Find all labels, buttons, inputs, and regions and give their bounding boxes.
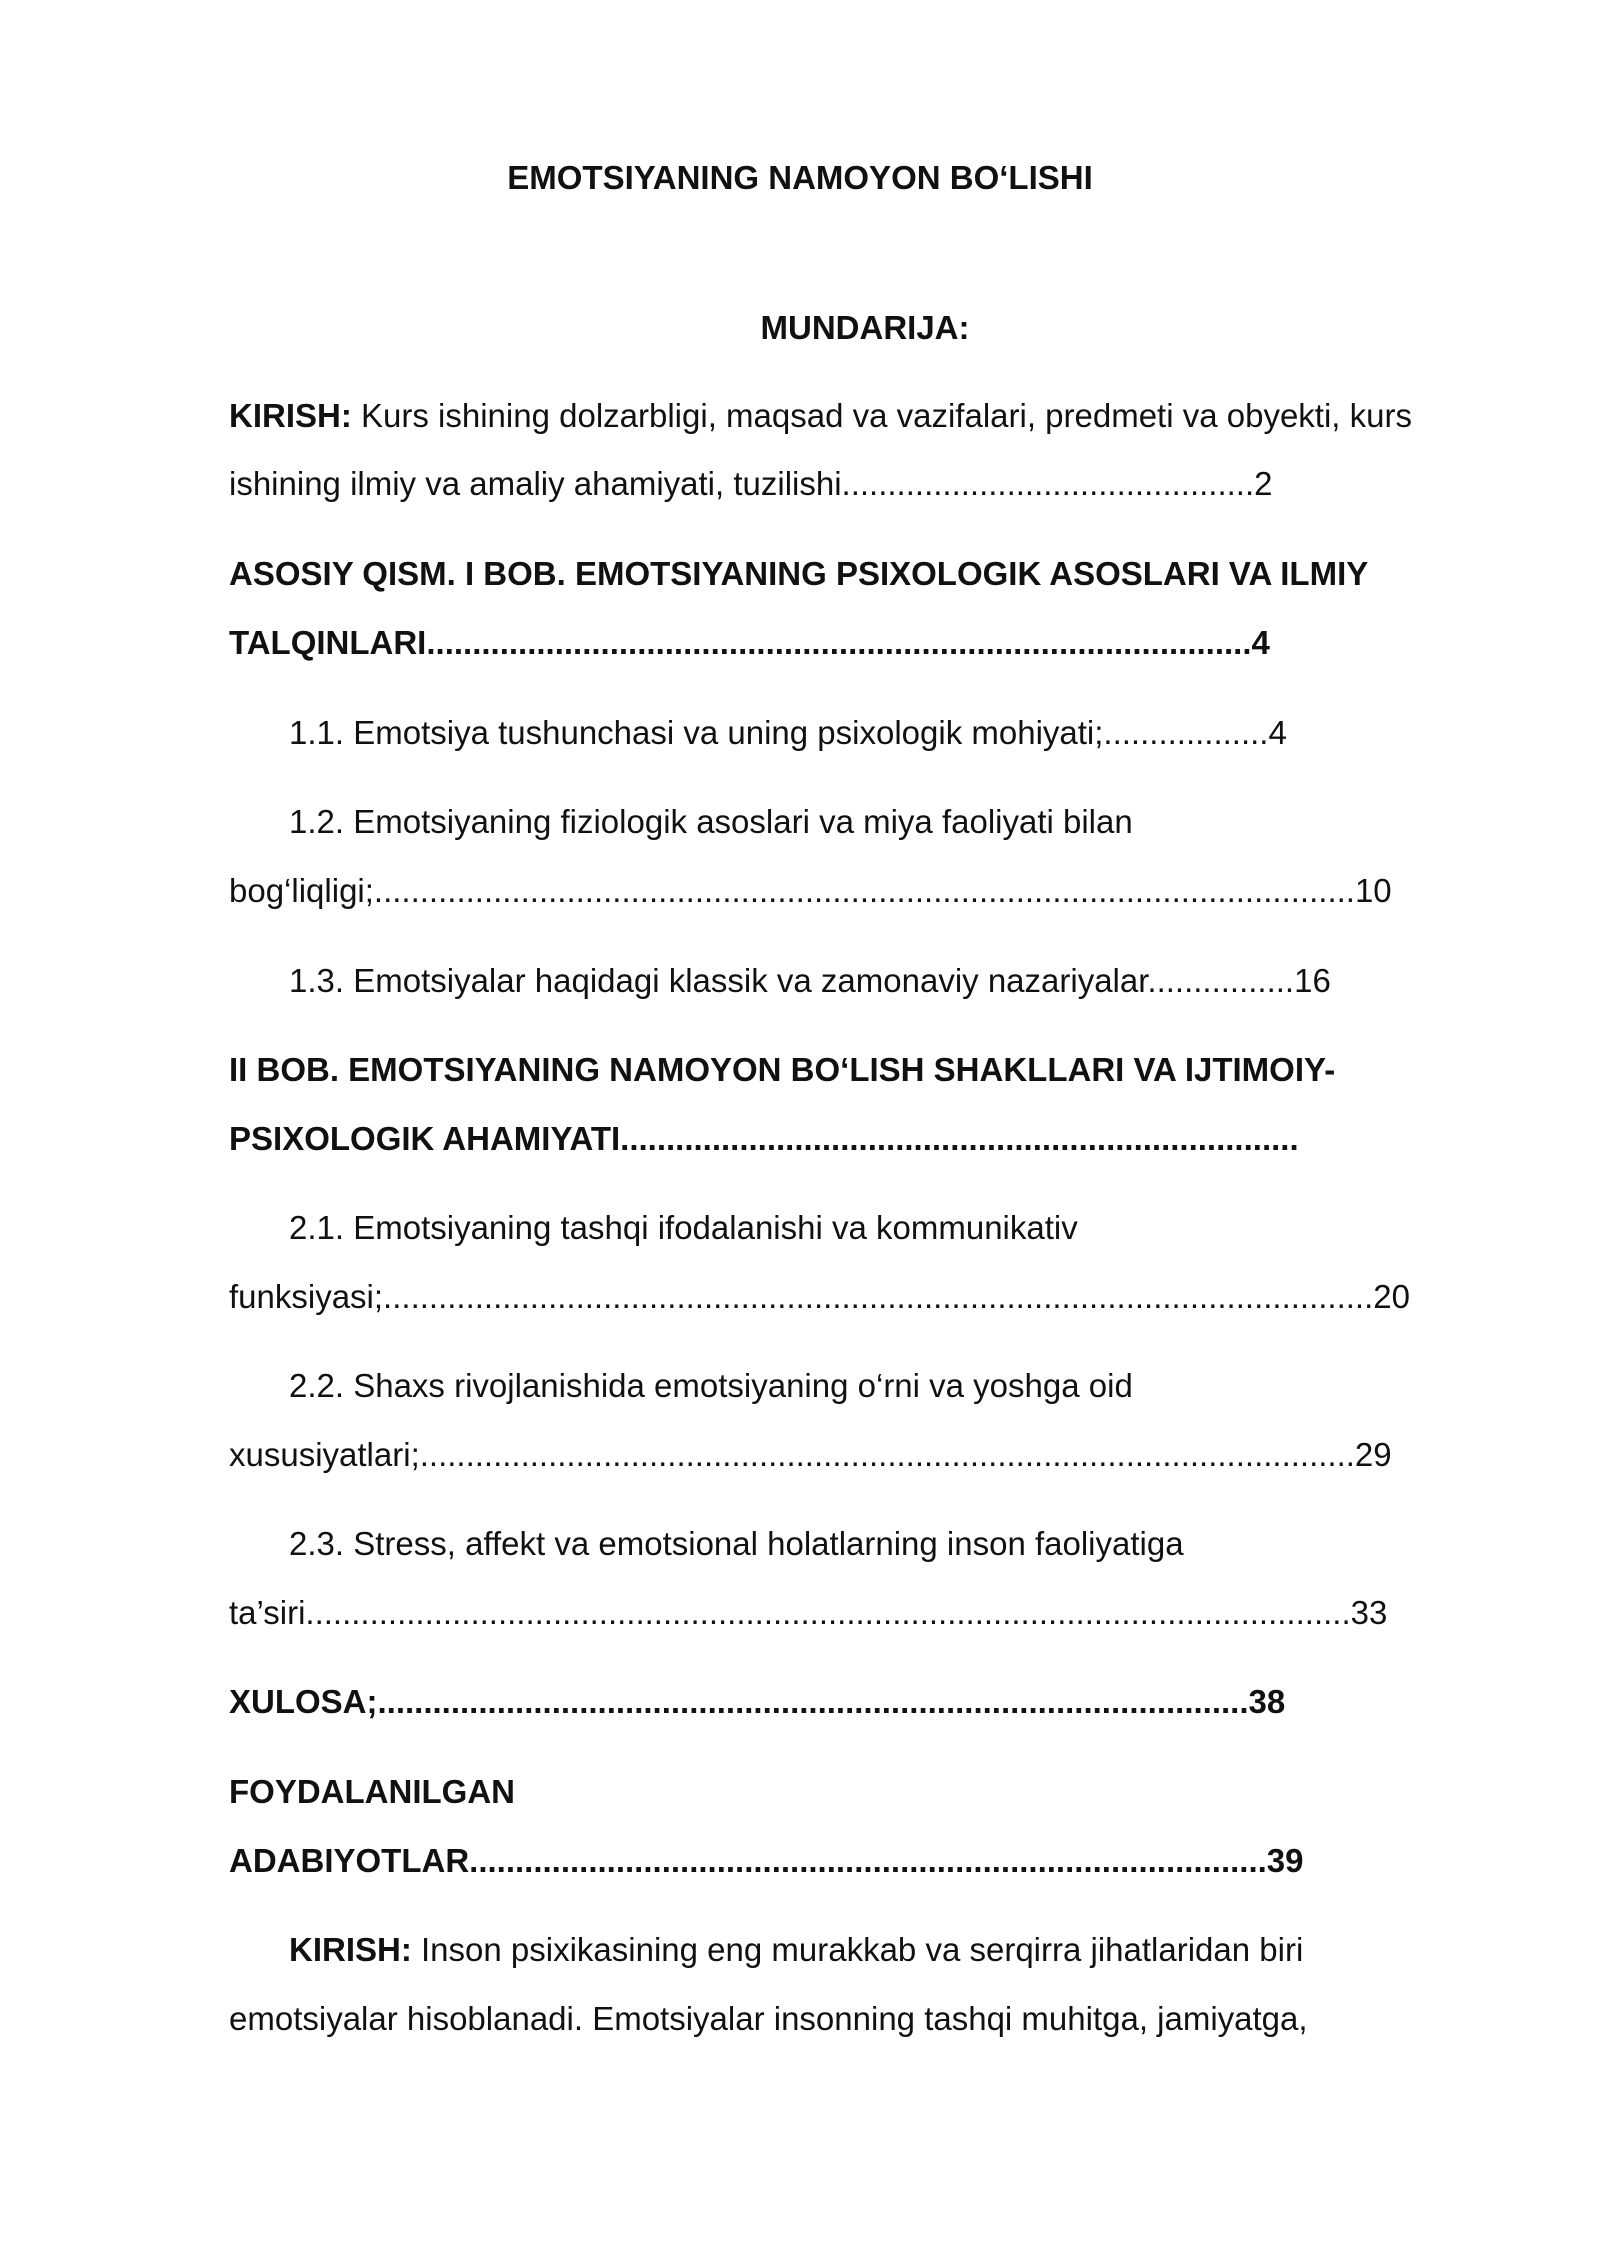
intro-label: KIRISH: [289,1931,412,1968]
toc-section-1-1: 1.1. Emotsiya tushunchasi va uning psixologik mohiyati;..................4 [289,714,1287,751]
toc-chapter-2-title-continued: PSIXOLOGIK AHAMIYATI.......................................................................... [229,1120,1299,1157]
toc-chapter-1-title: ASOSIY QISM. I BOB. EMOTSIYANING PSIXOLOGIK ASOSLARI VA ILMIY [229,555,1369,592]
document-title: EMOTSIYANING NAMOYON BO‘LISHI [507,159,1093,196]
toc-kirish-text: Kurs ishining dolzarbligi, maqsad va vazifalari, predmeti va obyekti, kurs [351,397,1412,434]
toc-section-2-1-continued: funksiyasi;............................................................................................................20 [229,1278,1410,1315]
intro-paragraph-start [289,1928,1529,1972]
toc-kirish-label: KIRISH: [229,397,352,434]
toc-section-2-3-continued: ta’siri..................................................................................................................33 [229,1594,1388,1631]
toc-section-1-3: 1.3. Emotsiyalar haqidagi klassik va zamonaviy nazariyalar................16 [289,962,1331,999]
toc-section-2-2-continued: xususiyatlari;......................................................................................................29 [229,1436,1392,1473]
toc-section-1-2: 1.2. Emotsiyaning fiziologik asoslari va miya faoliyati bilan [289,803,1133,840]
toc-section-2-3: 2.3. Stress, affekt va emotsional holatlarning inson faoliyatiga [289,1525,1184,1562]
toc-heading: MUNDARIJA: [760,309,970,346]
intro-paragraph-continued: emotsiyalar hisoblanadi. Emotsiyalar insonning tashqi muhitga, jamiyatga, [229,2000,1308,2037]
toc-adabiyotlar-continued: ADABIYOTLAR.......................................................................................39 [229,1842,1304,1879]
toc-xulosa: XULOSA;...............................................................................................38 [229,1683,1286,1720]
toc-section-2-1: 2.1. Emotsiyaning tashqi ifodalanishi va kommunikativ [289,1209,1078,1246]
toc-chapter-1-title-continued: TALQINLARI..........................................................................................4 [229,624,1270,661]
toc-adabiyotlar: FOYDALANILGAN [229,1773,515,1810]
toc-section-1-2-continued: bog‘liqligi;...........................................................................................................10 [229,872,1392,909]
toc-section-2-2: 2.2. Shaxs rivojlanishida emotsiyaning o‘rni va yoshga oid [289,1367,1133,1404]
toc-chapter-2-title: II BOB. EMOTSIYANING NAMOYON BO‘LISH SHAKLLARI VA IJTIMOIY- [229,1051,1336,1088]
toc-kirish-text-continued: ishining ilmiy va amaliy ahamiyati, tuzilishi.............................................2 [229,465,1273,502]
intro-text: Inson psixikasining eng murakkab va serqirra jihatlaridan biri [411,1931,1304,1968]
toc-entry-kirish [229,394,1469,438]
